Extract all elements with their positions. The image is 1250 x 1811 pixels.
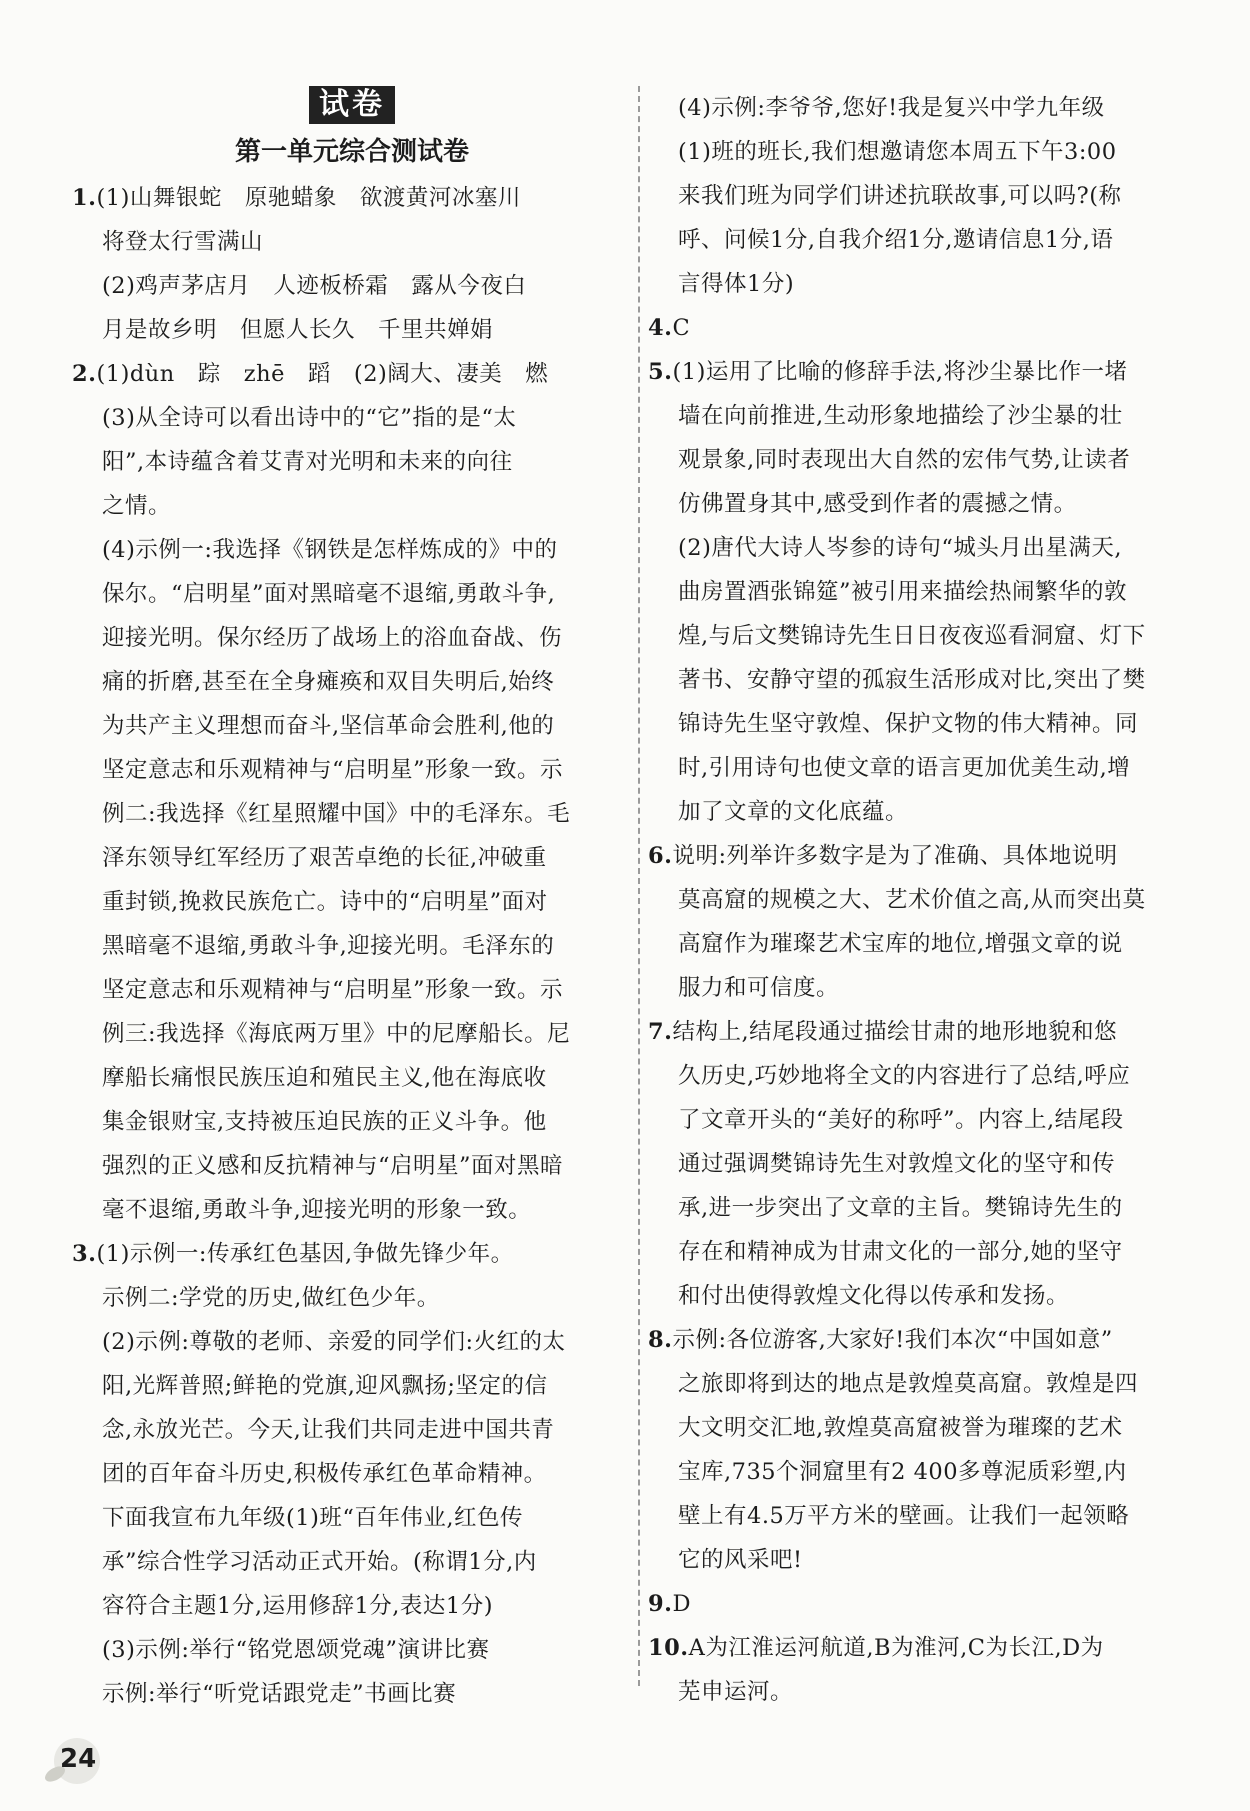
question-number: 9. bbox=[648, 1591, 673, 1617]
answer-line bbox=[648, 86, 1208, 130]
answer-line bbox=[72, 836, 632, 880]
answer-text: (2)鸡声茅店月 人迹板桥霜 露从今夜白 bbox=[102, 273, 527, 299]
answer-line bbox=[648, 1186, 1208, 1230]
answer-text: 承,进一步突出了文章的主旨。樊锦诗先生的 bbox=[678, 1195, 1123, 1221]
answer-line bbox=[648, 1538, 1208, 1582]
answer-line bbox=[648, 1274, 1208, 1318]
answer-text: (2)示例:尊敬的老师、亲爱的同学们:火红的太 bbox=[102, 1329, 566, 1355]
page-title: 第一单元综合测试卷 bbox=[234, 137, 469, 167]
answer-line bbox=[72, 440, 632, 484]
answer-text: 加了文章的文化底蕴。 bbox=[678, 799, 909, 825]
answer-text: 坚定意志和乐观精神与“启明星”形象一致。示 bbox=[102, 977, 564, 1003]
answer-text: 说明:列举许多数字是为了准确、具体地说明 bbox=[672, 843, 1118, 869]
answer-text: (1)山舞银蛇 原驰蜡象 欲渡黄河冰塞川 bbox=[96, 185, 521, 211]
answer-line bbox=[72, 1540, 632, 1584]
answer-line bbox=[72, 1100, 632, 1144]
answer-line bbox=[72, 1364, 632, 1408]
answer-text: 锦诗先生坚守敦煌、保护文物的伟大精神。同 bbox=[678, 711, 1139, 737]
answer-line bbox=[72, 1408, 632, 1452]
answer-text: (3)从全诗可以看出诗中的“它”指的是“太 bbox=[102, 405, 517, 431]
answer-text: 著书、安静守望的孤寂生活形成对比,突出了樊 bbox=[678, 667, 1146, 693]
answer-text: 泽东领导红军经历了艰苦卓绝的长征,冲破重 bbox=[102, 845, 547, 871]
answer-line bbox=[648, 1230, 1208, 1274]
answer-text: 呼、问候1分,自我介绍1分,邀请信息1分,语 bbox=[678, 227, 1114, 253]
answer-line bbox=[648, 614, 1208, 658]
answer-line bbox=[648, 1670, 1208, 1714]
answer-line bbox=[648, 130, 1208, 174]
answer-line bbox=[72, 660, 632, 704]
answer-text: 承”综合性学习活动正式开始。(称谓1分,内 bbox=[102, 1549, 537, 1575]
answer-text: 观景象,同时表现出大自然的宏伟气势,让读者 bbox=[678, 447, 1131, 473]
answer-text: 仿佛置身其中,感受到作者的震撼之情。 bbox=[678, 491, 1077, 517]
answer-text: 念,永放光芒。今天,让我们共同走进中国共青 bbox=[102, 1417, 555, 1443]
answer-text: 阳”,本诗蕴含着艾青对光明和未来的向往 bbox=[102, 449, 513, 475]
question-number: 8. bbox=[648, 1327, 673, 1353]
answer-text: 示例:举行“听党话跟党走”书画比赛 bbox=[102, 1681, 457, 1707]
answer-text: 容符合主题1分,运用修辞1分,表达1分) bbox=[102, 1593, 494, 1619]
left-answer-lines bbox=[72, 176, 632, 1716]
answer-text: 言得体1分) bbox=[678, 271, 795, 297]
answer-text: D bbox=[672, 1591, 692, 1617]
answer-line bbox=[72, 1628, 632, 1672]
answer-text: 阳,光辉普照;鲜艳的党旗,迎风飘扬;坚定的信 bbox=[102, 1373, 548, 1399]
question-number: 1. bbox=[72, 185, 97, 211]
answer-text: 保尔。“启明星”面对黑暗毫不退缩,勇敢斗争, bbox=[102, 581, 556, 607]
answer-line bbox=[72, 1056, 632, 1100]
answer-line bbox=[648, 570, 1208, 614]
answer-line bbox=[72, 176, 632, 220]
answer-text: 之情。 bbox=[102, 493, 172, 519]
answer-text: 下面我宣布九年级(1)班“百年伟业,红色传 bbox=[102, 1505, 524, 1531]
section-badge-wrap bbox=[72, 86, 632, 126]
answer-line bbox=[72, 1144, 632, 1188]
answer-text: C bbox=[672, 315, 691, 341]
right-column bbox=[648, 86, 1208, 1714]
answer-text: 示例二:学党的历史,做红色少年。 bbox=[102, 1285, 440, 1311]
answer-line bbox=[72, 1496, 632, 1540]
answer-text: (4)示例:李爷爷,您好!我是复兴中学九年级 bbox=[678, 95, 1105, 121]
answer-line bbox=[648, 790, 1208, 834]
answer-text: 通过强调樊锦诗先生对敦煌文化的坚守和传 bbox=[678, 1151, 1116, 1177]
right-answer-lines bbox=[648, 86, 1208, 1714]
answer-text: (1)运用了比喻的修辞手法,将沙尘暴比作一堵 bbox=[672, 359, 1128, 385]
answer-line bbox=[72, 1012, 632, 1056]
answer-text: 强烈的正义感和反抗精神与“启明星”面对黑暗 bbox=[102, 1153, 564, 1179]
answer-line bbox=[648, 1142, 1208, 1186]
answer-text: 煌,与后文樊锦诗先生日日夜夜巡看洞窟、灯下 bbox=[678, 623, 1146, 649]
answer-text: 了文章开头的“美好的称呼”。内容上,结尾段 bbox=[678, 1107, 1124, 1133]
answer-text: (4)示例一:我选择《钢铁是怎样炼成的》中的 bbox=[102, 537, 558, 563]
left-column bbox=[72, 86, 632, 1716]
answer-text: (3)示例:举行“铭党恩颂党魂”演讲比赛 bbox=[102, 1637, 490, 1663]
answer-line bbox=[72, 1188, 632, 1232]
answer-text: 例二:我选择《红星照耀中国》中的毛泽东。毛 bbox=[102, 801, 571, 827]
answer-line bbox=[648, 702, 1208, 746]
answer-line bbox=[648, 1582, 1208, 1626]
answer-line bbox=[72, 1672, 632, 1716]
question-number: 3. bbox=[72, 1241, 97, 1267]
answer-text: 例三:我选择《海底两万里》中的尼摩船长。尼 bbox=[102, 1021, 571, 1047]
answer-text: 痛的折磨,甚至在全身瘫痪和双目失明后,始终 bbox=[102, 669, 555, 695]
answer-text: A为江淮运河航道,B为淮河,C为长江,D为 bbox=[688, 1635, 1104, 1661]
answer-line bbox=[648, 1362, 1208, 1406]
answer-text: 它的风采吧! bbox=[678, 1547, 803, 1573]
answer-line bbox=[648, 878, 1208, 922]
answer-line bbox=[648, 174, 1208, 218]
answer-line bbox=[648, 306, 1208, 350]
answer-line bbox=[648, 1450, 1208, 1494]
answer-text: 大文明交汇地,敦煌莫高窟被誉为璀璨的艺术 bbox=[678, 1415, 1123, 1441]
answer-line bbox=[648, 1054, 1208, 1098]
answer-line bbox=[72, 704, 632, 748]
answer-text: 结构上,结尾段通过描绘甘肃的地形地貌和悠 bbox=[672, 1019, 1118, 1045]
answer-line bbox=[72, 1276, 632, 1320]
answer-line bbox=[648, 438, 1208, 482]
answer-line bbox=[648, 1098, 1208, 1142]
answer-text: 团的百年奋斗历史,积极传承红色革命精神。 bbox=[102, 1461, 547, 1487]
answer-line bbox=[72, 792, 632, 836]
answer-line bbox=[648, 922, 1208, 966]
answer-text: 集金银财宝,支持被压迫民族的正义斗争。他 bbox=[102, 1109, 547, 1135]
answer-text: 和付出使得敦煌文化得以传承和发扬。 bbox=[678, 1283, 1070, 1309]
answer-line bbox=[648, 1406, 1208, 1450]
answer-line bbox=[648, 966, 1208, 1010]
question-number: 4. bbox=[648, 315, 673, 341]
answer-line bbox=[72, 1320, 632, 1364]
answer-line bbox=[648, 1626, 1208, 1670]
answer-text: 曲房置酒张锦筵”被引用来描绘热闹繁华的敦 bbox=[678, 579, 1128, 605]
answer-line bbox=[648, 482, 1208, 526]
column-divider bbox=[638, 86, 640, 1686]
answer-line bbox=[72, 748, 632, 792]
answer-line bbox=[72, 880, 632, 924]
answer-line bbox=[72, 1584, 632, 1628]
answer-text: 重封锁,挽救民族危亡。诗中的“启明星”面对 bbox=[102, 889, 548, 915]
answer-line bbox=[648, 834, 1208, 878]
answer-line bbox=[72, 220, 632, 264]
answer-text: 坚定意志和乐观精神与“启明星”形象一致。示 bbox=[102, 757, 564, 783]
answer-line bbox=[72, 572, 632, 616]
answer-line bbox=[648, 218, 1208, 262]
answer-text: 墙在向前推进,生动形象地描绘了沙尘暴的壮 bbox=[678, 403, 1123, 429]
answer-line bbox=[72, 484, 632, 528]
question-number: 10. bbox=[648, 1635, 689, 1661]
answer-line bbox=[72, 924, 632, 968]
answer-text: 黑暗毫不退缩,勇敢斗争,迎接光明。毛泽东的 bbox=[102, 933, 555, 959]
answer-line bbox=[648, 746, 1208, 790]
question-number: 5. bbox=[648, 359, 673, 385]
answer-line bbox=[648, 262, 1208, 306]
answer-line bbox=[72, 968, 632, 1012]
question-number: 6. bbox=[648, 843, 673, 869]
answer-text: 来我们班为同学们讲述抗联故事,可以吗?(称 bbox=[678, 183, 1122, 209]
answer-text: (1)示例一:传承红色基因,争做先锋少年。 bbox=[96, 1241, 514, 1267]
answer-text: (1)班的班长,我们想邀请您本周五下午3:00 bbox=[678, 139, 1117, 165]
answer-text: 宝库,735个洞窟里有2 400多尊泥质彩塑,内 bbox=[678, 1459, 1127, 1485]
answer-text: 存在和精神成为甘肃文化的一部分,她的坚守 bbox=[678, 1239, 1123, 1265]
answer-line bbox=[648, 1494, 1208, 1538]
answer-line bbox=[72, 616, 632, 660]
answer-line bbox=[72, 528, 632, 572]
page-number-badge bbox=[44, 1738, 104, 1788]
answer-text: 毫不退缩,勇敢斗争,迎接光明的形象一致。 bbox=[102, 1197, 532, 1223]
answer-line bbox=[648, 658, 1208, 702]
answer-text: 时,引用诗句也使文章的语言更加优美生动,增 bbox=[678, 755, 1131, 781]
answer-text: (1)dùn 踪 zhē 蹈 (2)阔大、凄美 燃 bbox=[96, 361, 549, 387]
answer-text: 芜申运河。 bbox=[678, 1679, 794, 1705]
answer-text: 示例:各位游客,大家好!我们本次“中国如意” bbox=[672, 1327, 1113, 1353]
answer-line bbox=[72, 264, 632, 308]
answer-line bbox=[72, 352, 632, 396]
answer-text: 久历史,巧妙地将全文的内容进行了总结,呼应 bbox=[678, 1063, 1131, 1089]
answer-text: 迎接光明。保尔经历了战场上的浴血奋战、伤 bbox=[102, 625, 563, 651]
answer-line bbox=[648, 1010, 1208, 1054]
answer-line bbox=[72, 1232, 632, 1276]
section-badge: 试卷 bbox=[309, 86, 395, 124]
answer-text: 为共产主义理想而奋斗,坚信革命会胜利,他的 bbox=[102, 713, 555, 739]
answer-text: 将登太行雪满山 bbox=[102, 229, 264, 255]
answer-line bbox=[648, 394, 1208, 438]
answer-text: 月是故乡明 但愿人长久 千里共婵娟 bbox=[102, 317, 494, 343]
answer-line bbox=[648, 526, 1208, 570]
answer-line bbox=[648, 350, 1208, 394]
answer-text: 服力和可信度。 bbox=[678, 975, 840, 1001]
question-number: 2. bbox=[72, 361, 97, 387]
page-number: 24 bbox=[60, 1744, 97, 1774]
answer-text: 摩船长痛恨民族压迫和殖民主义,他在海底收 bbox=[102, 1065, 547, 1091]
answer-text: 高窟作为璀璨艺术宝库的地位,增强文章的说 bbox=[678, 931, 1123, 957]
answer-line bbox=[72, 396, 632, 440]
answer-text: 壁上有4.5万平方米的壁画。让我们一起领略 bbox=[678, 1503, 1130, 1529]
answer-line bbox=[72, 308, 632, 352]
answer-text: 之旅即将到达的地点是敦煌莫高窟。敦煌是四 bbox=[678, 1371, 1139, 1397]
answer-text: (2)唐代大诗人岑参的诗句“城头月出星满天, bbox=[678, 535, 1123, 561]
answer-line bbox=[648, 1318, 1208, 1362]
answer-line bbox=[72, 1452, 632, 1496]
answer-text: 莫高窟的规模之大、艺术价值之高,从而突出莫 bbox=[678, 887, 1146, 913]
question-number: 7. bbox=[648, 1019, 673, 1045]
